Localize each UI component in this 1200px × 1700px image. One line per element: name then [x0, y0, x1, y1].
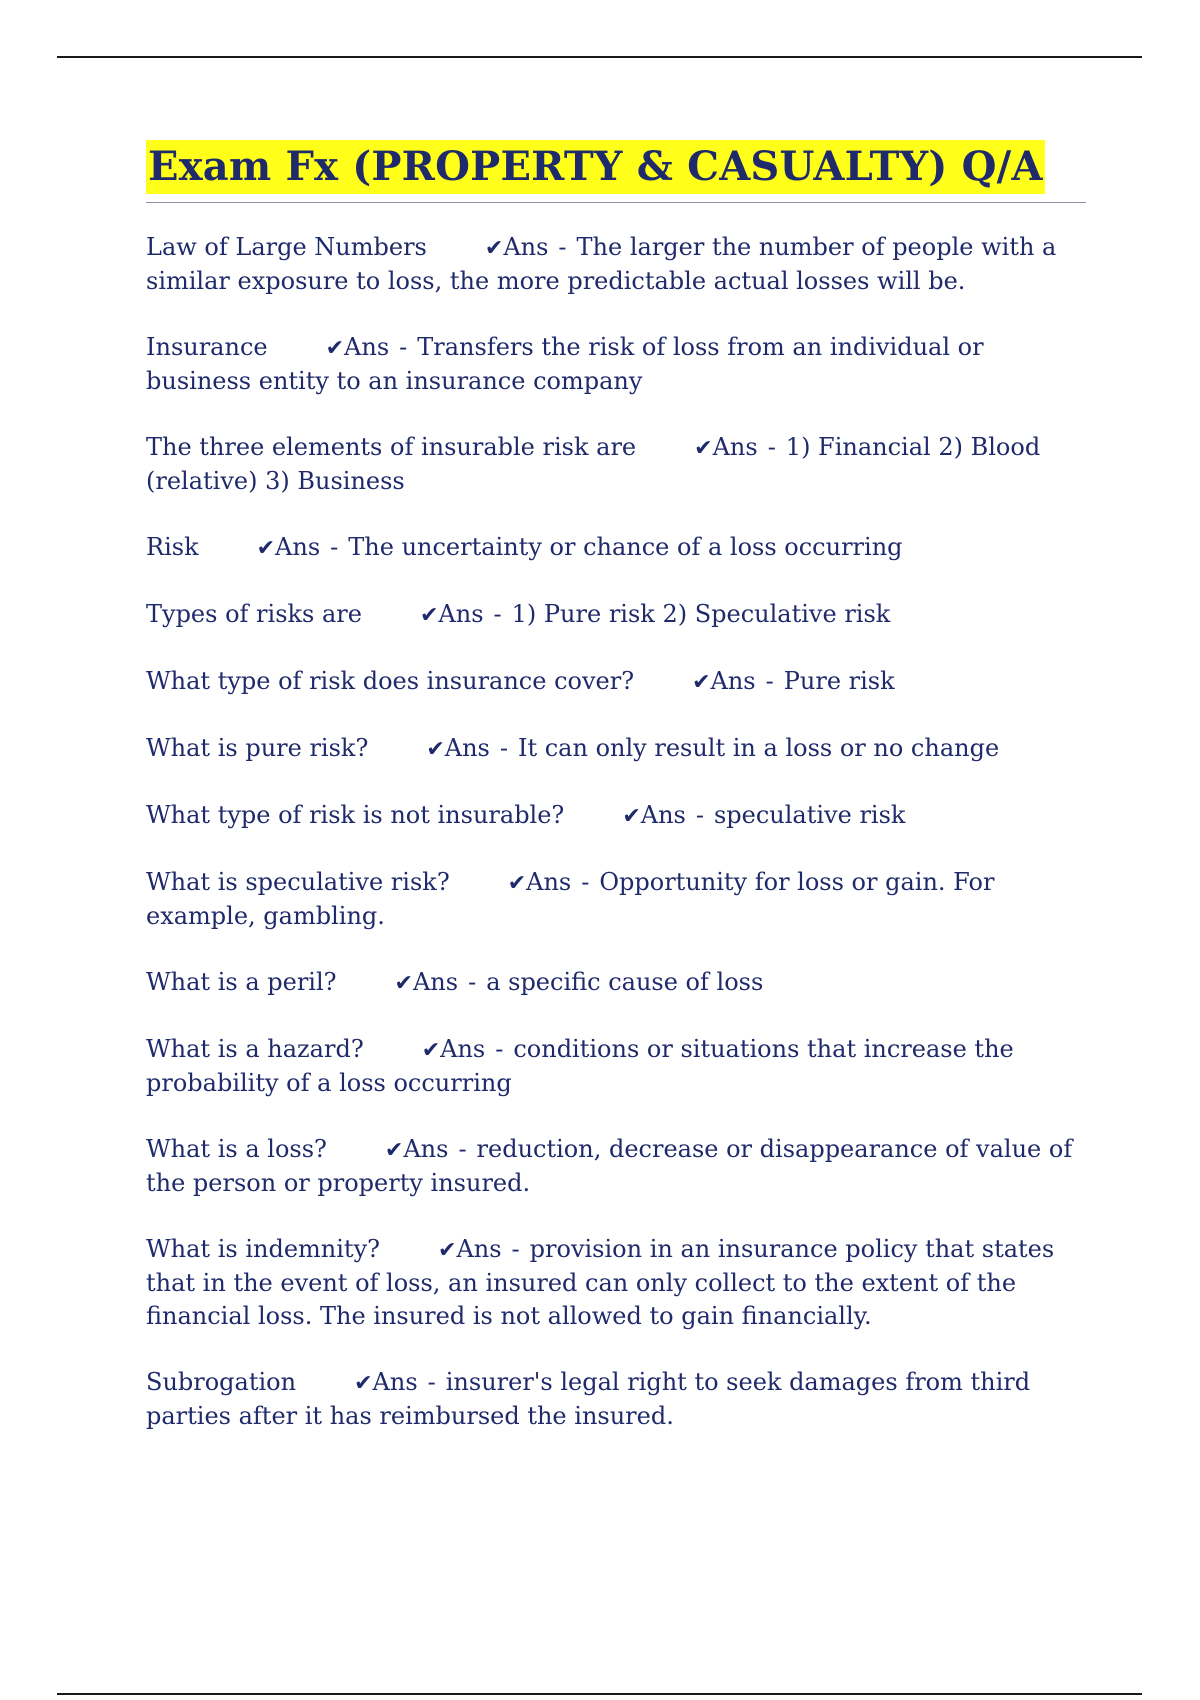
answer-text: provision in an insurance policy that states that in the event of loss, an insured can only collect to the extent of the financial loss. The insured is not allowed to gain financially. — [146, 1235, 1055, 1330]
answer-text: 1) Financial 2) Blood (relative) 3) Business — [146, 433, 1041, 495]
question-text: What is indemnity? — [146, 1235, 380, 1263]
check-mark-icon: ✔ — [694, 436, 713, 461]
check-mark-icon: ✔ — [354, 1371, 373, 1396]
answer-separator: - — [765, 667, 774, 695]
qa-item — [146, 732, 1086, 766]
check-mark-icon: ✔ — [256, 536, 276, 561]
question-text: What is speculative risk? — [146, 868, 450, 896]
answer-text: Pure risk — [783, 667, 895, 695]
check-mark-icon: ✔ — [692, 670, 711, 695]
question-text: What type of risk does insurance cover? — [146, 667, 635, 695]
answer-label: Ans — [712, 433, 758, 461]
question-text: The three elements of insurable risk are — [146, 433, 637, 461]
answer-text: conditions or situations that increase the probability of a loss occurring — [146, 1035, 1014, 1097]
qa-item — [146, 431, 1086, 498]
answer-label: Ans — [526, 868, 572, 896]
qa-item — [146, 1133, 1086, 1200]
question-text: Subrogation — [146, 1368, 297, 1396]
question-text: What is a hazard? — [146, 1035, 364, 1063]
answer-label: Ans — [344, 333, 390, 361]
answer-text: It can only result in a loss or no change — [517, 734, 1000, 762]
answer-separator: - — [511, 1235, 520, 1263]
answer-label: Ans — [438, 600, 484, 628]
answer-label: Ans — [503, 233, 549, 261]
answer-label: Ans — [444, 734, 490, 762]
answer-text: The uncertainty or chance of a loss occurring — [348, 533, 903, 561]
qa-item — [146, 331, 1086, 398]
answer-text: 1) Pure risk 2) Speculative risk — [511, 600, 891, 628]
qa-item — [146, 531, 1086, 565]
answer-label: Ans — [275, 533, 321, 561]
question-text: What is a loss? — [146, 1135, 327, 1163]
check-mark-icon: ✔ — [438, 1238, 457, 1263]
answer-separator: - — [458, 1135, 467, 1163]
answer-text: Opportunity for loss or gain. For example, gambling. — [146, 868, 995, 930]
qa-list — [146, 231, 1086, 1433]
check-mark-icon: ✔ — [325, 336, 345, 361]
answer-text: insurer's legal right to seek damages from third parties after it has reimbursed the insured. — [146, 1368, 1031, 1430]
check-mark-icon: ✔ — [421, 1038, 441, 1063]
page-bottom-rule — [57, 1693, 1142, 1695]
answer-separator: - — [581, 868, 590, 896]
qa-item — [146, 665, 1086, 699]
answer-label: Ans — [372, 1368, 418, 1396]
question-text: Risk — [146, 533, 199, 561]
qa-item — [146, 1233, 1086, 1333]
answer-label: Ans — [640, 801, 686, 829]
answer-separator: - — [558, 233, 567, 261]
qa-item — [146, 799, 1086, 833]
qa-item — [146, 1033, 1086, 1100]
check-mark-icon: ✔ — [384, 1138, 404, 1163]
question-text: Law of Large Numbers — [146, 233, 427, 261]
question-text: Types of risks are — [146, 600, 362, 628]
answer-separator: - — [468, 968, 477, 996]
answer-separator: - — [330, 533, 339, 561]
answer-text: The larger the number of people with a similar exposure to loss, the more predictable actual losses will be. — [146, 233, 1057, 295]
qa-item — [146, 1366, 1086, 1433]
answer-separator: - — [495, 1035, 504, 1063]
answer-text: Transfers the risk of loss from an individual or business entity to an insurance company — [146, 333, 984, 395]
page-top-rule — [57, 56, 1142, 58]
document-body — [146, 140, 1086, 1466]
check-mark-icon: ✔ — [419, 603, 439, 628]
answer-text: reduction, decrease or disappearance of value of the person or property insured. — [146, 1135, 1073, 1197]
title-block — [146, 140, 1086, 203]
answer-label: Ans — [412, 968, 459, 996]
answer-label: Ans — [440, 1035, 486, 1063]
answer-separator: - — [499, 734, 508, 762]
check-mark-icon: ✔ — [622, 804, 641, 829]
qa-item — [146, 966, 1086, 1000]
check-mark-icon: ✔ — [394, 971, 413, 996]
answer-separator: - — [493, 600, 502, 628]
qa-item — [146, 866, 1086, 933]
check-mark-icon: ✔ — [484, 236, 504, 261]
check-mark-icon: ✔ — [426, 737, 445, 762]
document-title: Exam Fx (PROPERTY & CASUALTY) Q/A — [146, 140, 1045, 194]
answer-label: Ans — [403, 1135, 449, 1163]
answer-text: a specific cause of loss — [486, 968, 764, 996]
answer-label: Ans — [456, 1235, 502, 1263]
answer-text: speculative risk — [713, 801, 906, 829]
qa-item — [146, 598, 1086, 632]
answer-label: Ans — [710, 667, 756, 695]
question-text: What is a peril? — [146, 968, 337, 996]
question-text: Insurance — [146, 333, 268, 361]
answer-separator: - — [399, 333, 408, 361]
answer-separator: - — [695, 801, 704, 829]
question-text: What is pure risk? — [146, 734, 369, 762]
answer-separator: - — [427, 1368, 436, 1396]
check-mark-icon: ✔ — [507, 871, 527, 896]
qa-item — [146, 231, 1086, 298]
answer-separator: - — [767, 433, 776, 461]
question-text: What type of risk is not insurable? — [146, 801, 565, 829]
